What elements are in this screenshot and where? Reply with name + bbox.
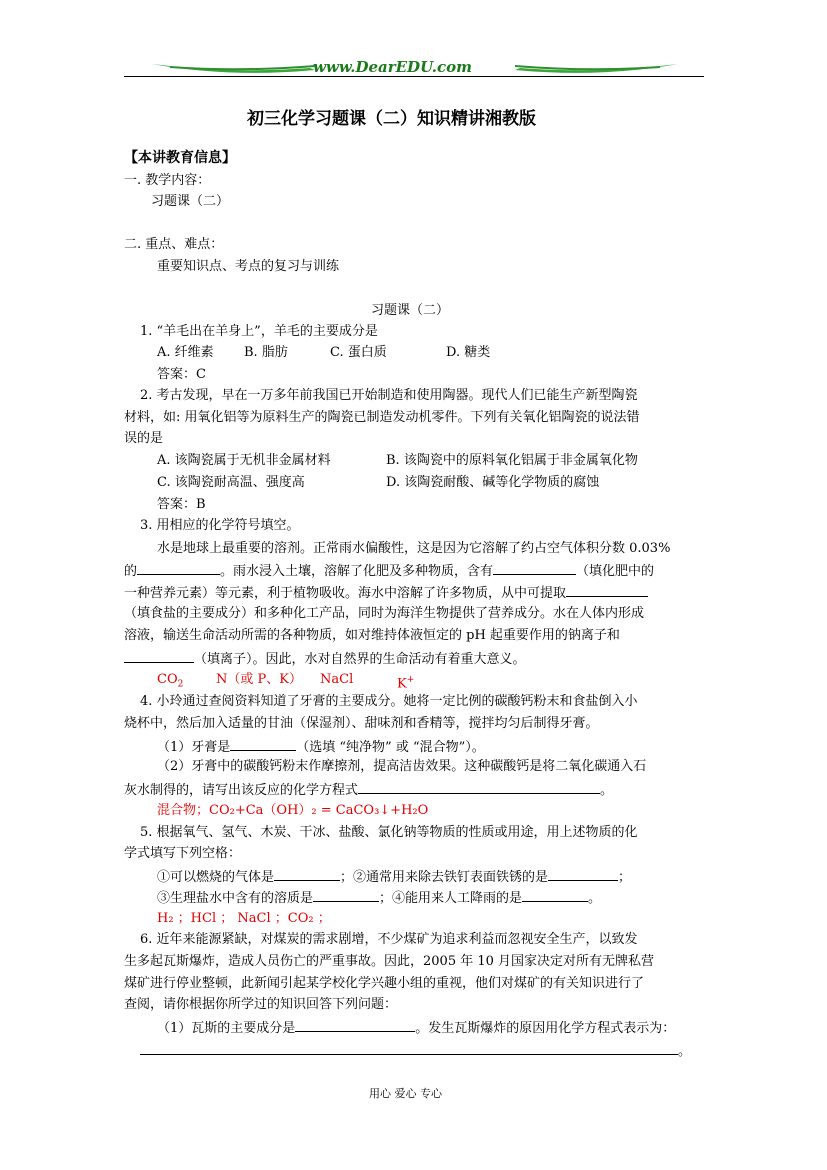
- q2-option-c: C. 该陶瓷耐高温、强度高: [157, 475, 305, 490]
- s2-body: 重要知识点、考点的复习与训练: [157, 259, 340, 274]
- section-head: 【本讲教育信息】: [124, 150, 236, 166]
- q5-line2: 学式填写下列空格：: [124, 846, 242, 861]
- q1-option-d: D. 糖类: [446, 345, 491, 360]
- q6-line2: 生多起瓦斯爆炸，造成人员伤亡的严重事故。因此，2005 年 10 月国家决定对所有无牌私营: [124, 954, 655, 969]
- s1-head: 一. 教学内容：: [124, 173, 211, 188]
- q1-option-a: A. 纤维素: [157, 345, 214, 360]
- q4-sub2b: 灰水制得的，请写出该反应的化学方程式 。: [124, 783, 614, 798]
- q6-line4: 查阅，请你根据你所学过的知识回答下列问题：: [124, 997, 398, 1012]
- q5-answer: H₂ ；HCl ； NaCl ；CO₂ ；: [157, 911, 331, 926]
- page-title: 初三化学习题课（二）知识精讲湘教版: [247, 109, 536, 129]
- q1-option-b: B. 脂肪: [244, 345, 288, 360]
- q5-blank-3[interactable]: [313, 889, 379, 902]
- subtitle: 习题课（二）: [371, 303, 450, 318]
- q3-blank-2[interactable]: [493, 562, 576, 575]
- q3-p3-text: 一种营养元素）等元素，利于植物吸收。海水中溶解了许多物质，从中可提取: [124, 586, 567, 601]
- q5-line4: ③生理盐水中含有的溶质是 ；④能用来人工降雨的是 。: [157, 891, 602, 906]
- q3-answer-2: N（或 P、K）: [216, 672, 302, 687]
- q4-blank-2[interactable]: [358, 781, 600, 794]
- q3-p3: [124, 584, 648, 602]
- q6-line3: 煤矿进行停业整顿，此新闻引起某学校化学兴趣小组的重视，他们对煤矿的有关知识进行了: [124, 976, 645, 991]
- q5-blank-1[interactable]: [274, 868, 340, 881]
- q3-p2a: 的: [124, 564, 138, 579]
- q4-line2: 烧杯中，然后加入适量的甘油（保湿剂）、甜味剂和香精等，搅拌均匀后制得牙膏。: [124, 716, 599, 731]
- q3-p5: 溶液，输送生命活动所需的各种物质，如对维持体液恒定的 pH 起重要作用的钠离子和: [124, 628, 620, 643]
- q4-sub1: （1）牙膏是 （选填 “纯净物” 或 “混合物”）。: [157, 740, 485, 755]
- s1-body: 习题课（二）: [151, 194, 230, 209]
- q4-answer: 混合物；CO₂+Ca（OH）₂ = CaCO₃↓+H₂O: [157, 803, 429, 818]
- q6-blank-1[interactable]: [295, 1019, 415, 1032]
- q3-p6-row: [124, 650, 526, 668]
- q2-line3: 误的是: [124, 431, 164, 446]
- q3-p2c: （填化肥中的: [576, 564, 655, 579]
- q3-stem: 3. 用相应的化学符号填空。: [140, 518, 300, 533]
- header-rule: [124, 76, 704, 77]
- q1-answer: 答案：C: [157, 367, 206, 382]
- q1-stem: 1. “羊毛出在羊身上”，羊毛的主要成分是: [140, 324, 378, 339]
- q3-blank-4[interactable]: [124, 650, 194, 663]
- q3-p2b: 。雨水浸入土壤，溶解了化肥及多种物质，含有: [220, 564, 494, 579]
- q2-option-a: A. 该陶瓷属于无机非金属材料: [157, 453, 331, 468]
- q3-answer-1: $CO_2$: [157, 672, 184, 690]
- q3-answer-4: K+: [397, 675, 415, 692]
- q3-blank-3[interactable]: [566, 584, 648, 597]
- q6-blank-2[interactable]: [140, 1042, 678, 1055]
- q6-sub1: （1）瓦斯的主要成分是 。发生瓦斯爆炸的原因用化学方程式表示为：: [157, 1021, 676, 1036]
- q3-p2: [124, 562, 654, 580]
- q2-line2: 材料，如: 用氧化铝等为原料生产的陶瓷已制造发动机零件。下列有关氧化铝陶瓷的说法错: [124, 410, 640, 425]
- footer: 用心 爱心 专心: [369, 1087, 442, 1100]
- q4-line1: 4. 小玲通过查阅资料知道了牙膏的主要成分。她将一定比例的碳酸钙粉末和食盐倒入小: [140, 694, 638, 709]
- q3-p1: 水是地球上最重要的溶剂。正常雨水偏酸性，这是因为它溶解了约占空气体积分数 0.03%: [157, 541, 671, 556]
- q1-option-c: C. 蛋白质: [330, 345, 387, 360]
- q4-sub2a: （2）牙膏中的碳酸钙粉末作摩擦剂，提高洁齿效果。这种碳酸钙是将二氧化碳通入石: [157, 759, 647, 774]
- q4-blank-1[interactable]: [230, 738, 296, 751]
- q2-option-d: D. 该陶瓷耐酸、碱等化学物质的腐蚀: [386, 475, 600, 490]
- q3-p6: （填离子）。因此，水对自然界的生命活动有着重大意义。: [194, 652, 526, 667]
- q3-answer-3: NaCl: [320, 672, 354, 687]
- q2-answer: 答案：B: [157, 497, 206, 512]
- q6-line-end: 。: [140, 1042, 691, 1060]
- q3-blank-1[interactable]: [137, 562, 220, 575]
- q5-blank-4[interactable]: [522, 889, 588, 902]
- logo-text: www.DearEDU.com: [313, 58, 473, 76]
- q5-line3: ①可以燃烧的气体是 ；②通常用来除去铁钉表面铁锈的是 ；: [157, 870, 632, 885]
- q3-p4: （填食盐的主要成分）和多种化工产品，同时为海洋生物提供了营养成分。水在人体内形成: [124, 606, 645, 621]
- q6-line1: 6. 近年来能源紧缺，对煤炭的需求剧增，不少煤矿为追求利益而忽视安全生产，以致发: [140, 932, 638, 947]
- s2-head: 二. 重点、难点：: [124, 237, 224, 252]
- q2-option-b: B. 该陶瓷中的原料氧化铝属于非金属氧化物: [386, 453, 638, 468]
- q2-line1: 2. 考古发现，早在一万多年前我国已开始制造和使用陶器。现代人们已能生产新型陶瓷: [140, 388, 638, 403]
- q5-line1: 5. 根据氧气、氢气、木炭、干冰、盐酸、氯化钠等物质的性质或用途，用上述物质的化: [140, 825, 638, 840]
- q5-blank-2[interactable]: [548, 868, 618, 881]
